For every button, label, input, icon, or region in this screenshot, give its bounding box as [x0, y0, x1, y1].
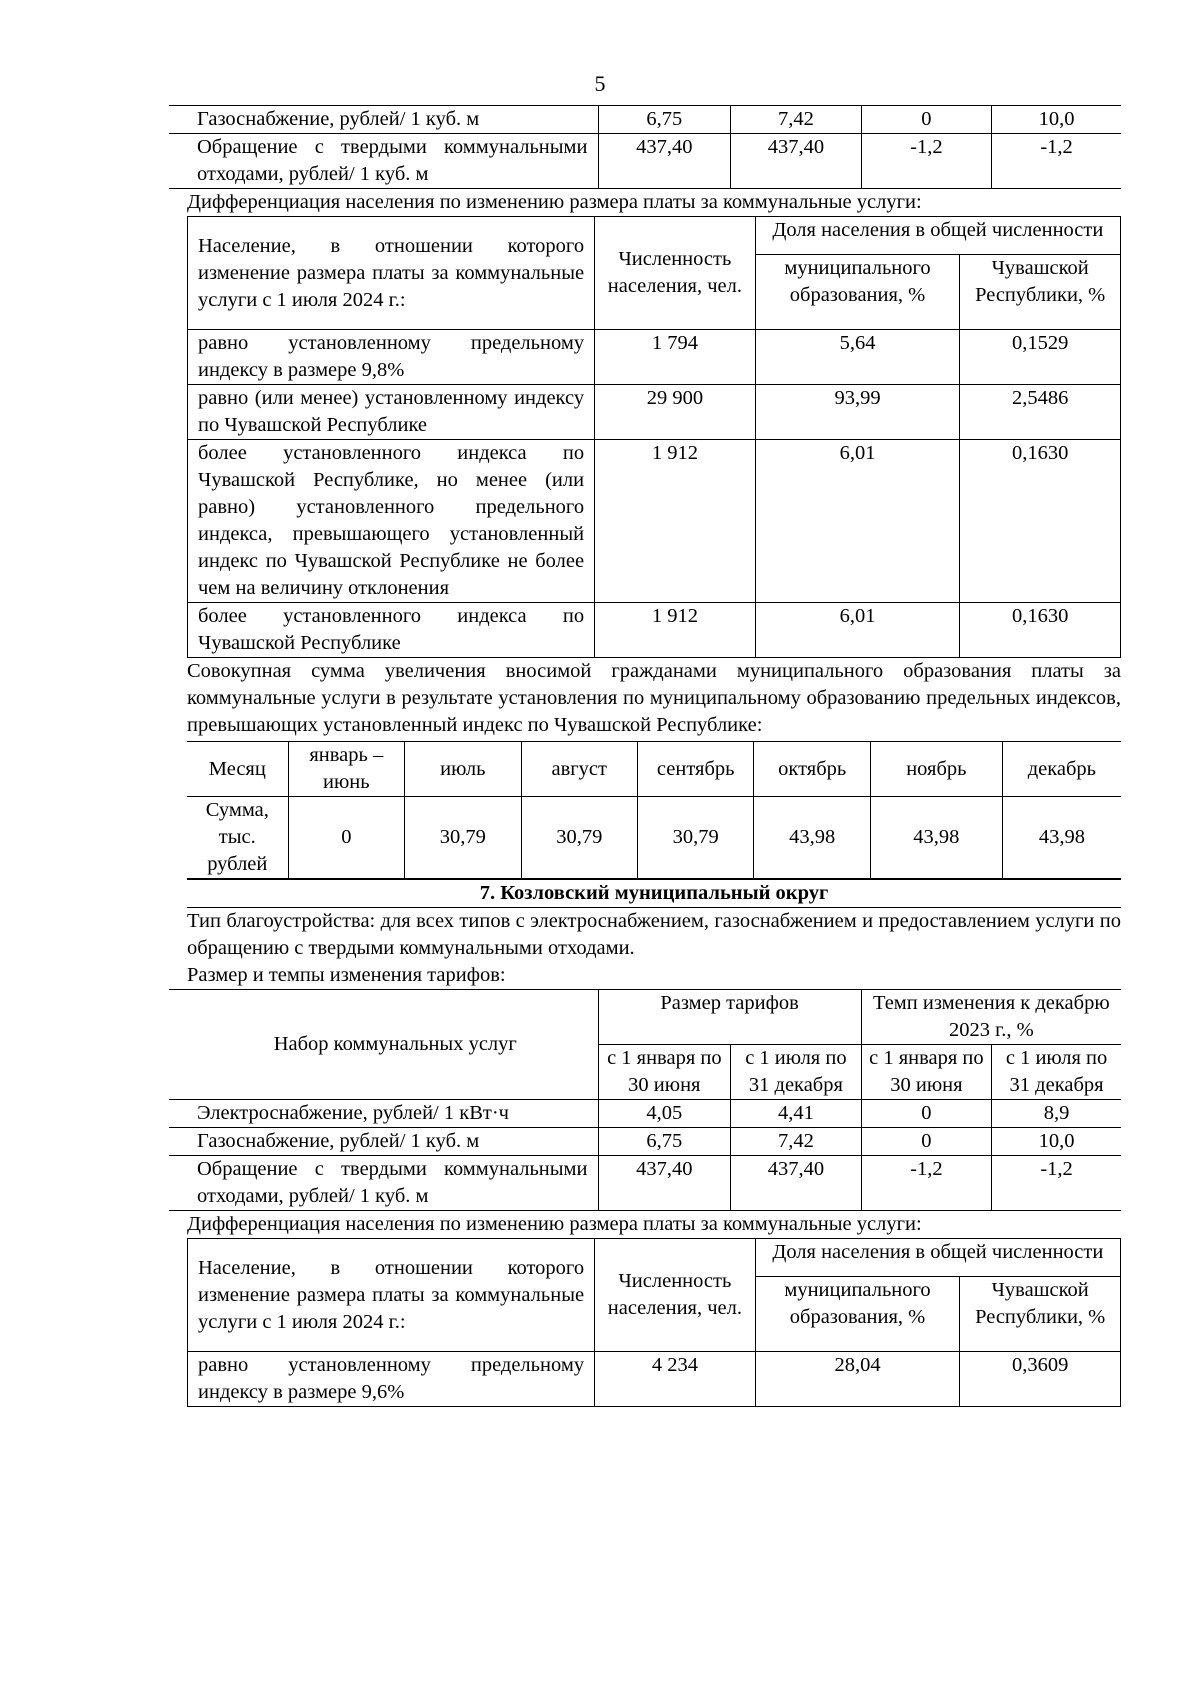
- service-label: Обращение с твердыми коммунальными отходами, рублей/ 1 куб. м: [169, 134, 598, 189]
- month-cell: сентябрь: [637, 742, 753, 797]
- municipal-header: муниципального образования, %: [755, 1277, 960, 1352]
- count-header: Численность населения, чел.: [595, 217, 756, 330]
- population-header: Население, в отношении которого изменение размера платы за коммунальные услуги с 1 июля 2024 г.:: [188, 1239, 595, 1352]
- tariffs-caption: Размер и темпы изменения тарифов:: [187, 964, 506, 986]
- table-row: [169, 1156, 1121, 1211]
- section-title: 7. Козловский муниципальный округ: [187, 879, 1121, 908]
- population-label: равно установленному предельному индексу в размере 9,8%: [188, 330, 595, 385]
- count-value: 29 900: [595, 385, 756, 440]
- table-row: [188, 440, 1121, 603]
- page-number: 5: [594, 71, 606, 96]
- count-value: 1 912: [595, 440, 756, 603]
- municipal-value: 6,01: [755, 603, 960, 658]
- diff-table: [187, 1238, 1121, 1407]
- tariff-value: 437,40: [731, 134, 861, 189]
- table-header-row: [188, 217, 1121, 255]
- top-tariff-table: [169, 105, 1121, 189]
- table-header-row: [187, 742, 1121, 797]
- increase-paragraph: Совокупная сумма увеличения вносимой гражданами муниципального образования платы за коммунальные услуги в результате установления по муниципальному образованию предельных индексов, превышающих установленный индекс по Чувашской Республике:: [187, 660, 1121, 736]
- table-row: [169, 1128, 1121, 1156]
- service-label: Газоснабжение, рублей/ 1 куб. м: [169, 1128, 598, 1156]
- tariff-value: 7,42: [731, 106, 861, 134]
- rate-value: -1,2: [861, 134, 991, 189]
- tariff-table: [169, 989, 1121, 1211]
- sum-cell: 43,98: [870, 797, 1002, 879]
- republic-value: 0,3609: [960, 1352, 1121, 1407]
- service-label: Электроснабжение, рублей/ 1 кВт·ч: [169, 1100, 598, 1128]
- service-label: Газоснабжение, рублей/ 1 куб. м: [169, 106, 598, 134]
- table-row: [188, 603, 1121, 658]
- month-cell: август: [521, 742, 637, 797]
- rate-value: 10,0: [992, 1128, 1121, 1156]
- service-set-header: Набор коммунальных услуг: [169, 990, 598, 1100]
- population-label: равно установленному предельному индексу в размере 9,6%: [188, 1352, 595, 1407]
- rate-value: 0: [861, 106, 991, 134]
- month-cell: ноябрь: [870, 742, 1002, 797]
- tariff-value: 6,75: [598, 1128, 731, 1156]
- population-label: более установленного индекса по Чувашской Республике: [188, 603, 595, 658]
- tariff-value: 4,41: [731, 1100, 861, 1128]
- rate-value: -1,2: [992, 1156, 1121, 1211]
- table-header-row: [188, 1239, 1121, 1277]
- count-value: 1 794: [595, 330, 756, 385]
- sum-cell: 43,98: [754, 797, 870, 879]
- table-header-row: [169, 990, 1121, 1045]
- month-header: Месяц: [187, 742, 288, 797]
- republic-header: Чувашской Республики, %: [960, 1277, 1121, 1352]
- republic-value: 0,1630: [960, 603, 1121, 658]
- rate-value: -1,2: [992, 134, 1121, 189]
- monthly-increase-table: [187, 741, 1121, 879]
- table-row: [187, 797, 1121, 879]
- rate-value: 10,0: [992, 106, 1121, 134]
- count-value: 4 234: [595, 1352, 756, 1407]
- period-header: с 1 января по 30 июня: [598, 1045, 731, 1100]
- republic-value: 2,5486: [960, 385, 1121, 440]
- tariff-value: 437,40: [731, 1156, 861, 1211]
- rate-header: Темп изменения к декабрю 2023 г., %: [861, 990, 1121, 1045]
- table-row: [188, 1352, 1121, 1407]
- municipal-value: 93,99: [755, 385, 960, 440]
- top-tariff-section: [187, 105, 1121, 1407]
- population-label: равно (или менее) установленному индексу по Чувашской Республике: [188, 385, 595, 440]
- month-cell: декабрь: [1002, 742, 1121, 797]
- republic-value: 0,1529: [960, 330, 1121, 385]
- population-header: Население, в отношении которого изменение размера платы за коммунальные услуги с 1 июля 2024 г.:: [188, 217, 595, 330]
- rate-value: 0: [861, 1100, 991, 1128]
- share-header: Доля населения в общей численности: [755, 1239, 1120, 1277]
- tariff-value: 437,40: [598, 134, 731, 189]
- improvement-paragraph: Тип благоустройства: для всех типов с электроснабжением, газоснабжением и предоставлением услуги по обращению с твердыми коммунальными отходами.: [187, 910, 1121, 959]
- republic-value: 0,1630: [960, 440, 1121, 603]
- count-value: 1 912: [595, 603, 756, 658]
- tariff-value: 7,42: [731, 1128, 861, 1156]
- rate-value: -1,2: [861, 1156, 991, 1211]
- sum-cell: 0: [288, 797, 404, 879]
- tariff-size-header: Размер тарифов: [598, 990, 861, 1045]
- diff-caption: Дифференциация населения по изменению размера платы за коммунальные услуги:: [187, 191, 922, 213]
- rate-value: 0: [861, 1128, 991, 1156]
- table-row: [188, 385, 1121, 440]
- republic-header: Чувашской Республики, %: [960, 255, 1121, 330]
- rate-value: 8,9: [992, 1100, 1121, 1128]
- table-row: [169, 1100, 1121, 1128]
- service-label: Обращение с твердыми коммунальными отходами, рублей/ 1 куб. м: [169, 1156, 598, 1211]
- table-row: [188, 330, 1121, 385]
- share-header: Доля населения в общей численности: [755, 217, 1120, 255]
- table-row: [169, 134, 1121, 189]
- table-row: [169, 106, 1121, 134]
- municipal-value: 5,64: [755, 330, 960, 385]
- period-header: с 1 января по 30 июня: [861, 1045, 991, 1100]
- month-cell: октябрь: [754, 742, 870, 797]
- municipal-header: муниципального образования, %: [755, 255, 960, 330]
- sum-cell: 30,79: [405, 797, 521, 879]
- tariff-value: 437,40: [598, 1156, 731, 1211]
- diff-caption: Дифференциация населения по изменению размера платы за коммунальные услуги:: [187, 1213, 922, 1235]
- municipal-value: 28,04: [755, 1352, 960, 1407]
- sum-cell: 30,79: [521, 797, 637, 879]
- municipal-value: 6,01: [755, 440, 960, 603]
- diff-table: [187, 216, 1121, 658]
- month-cell: январь – июнь: [288, 742, 404, 797]
- sum-cell: 30,79: [637, 797, 753, 879]
- period-header: с 1 июля по 31 декабря: [731, 1045, 861, 1100]
- sum-cell: 43,98: [1002, 797, 1121, 879]
- population-label: более установленного индекса по Чувашской Республике, но менее (или равно) установленного предельного индекса, превышающего установленный индекс по Чувашской Республике не более чем на величину отклонения: [188, 440, 595, 603]
- tariff-value: 6,75: [598, 106, 731, 134]
- tariff-value: 4,05: [598, 1100, 731, 1128]
- sum-header: Сумма, тыс. рублей: [187, 797, 288, 879]
- period-header: с 1 июля по 31 декабря: [992, 1045, 1121, 1100]
- count-header: Численность населения, чел.: [595, 1239, 756, 1352]
- month-cell: июль: [405, 742, 521, 797]
